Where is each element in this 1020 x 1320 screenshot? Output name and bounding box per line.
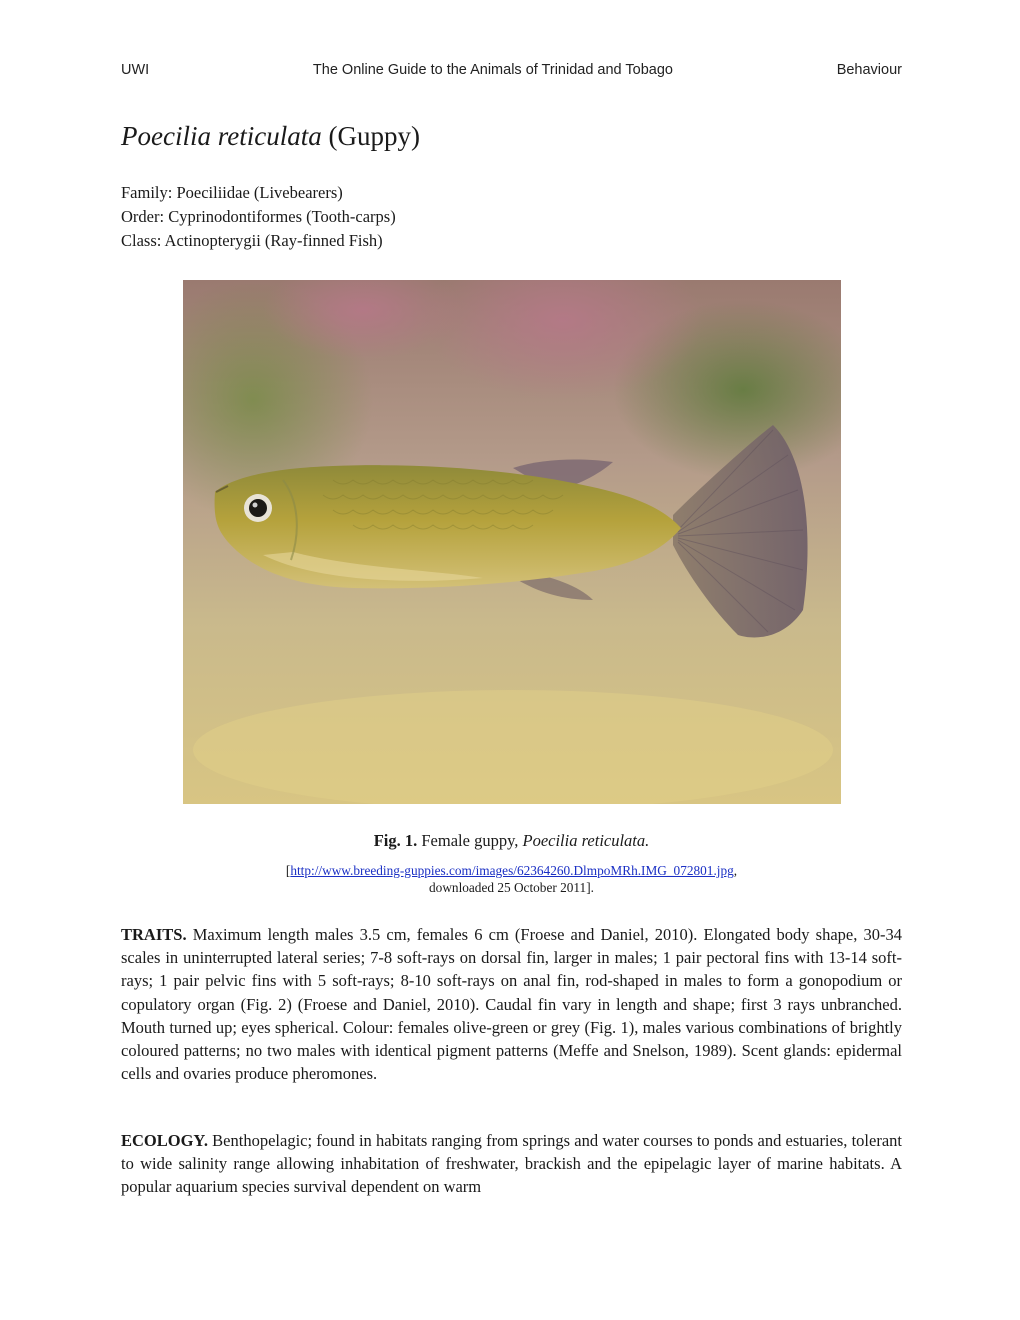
source-comma: ,	[733, 863, 738, 878]
taxonomy-class: Class: Actinopterygii (Ray-finned Fish)	[121, 231, 383, 250]
figure-source	[121, 862, 902, 896]
taxonomy-order: Order: Cyprinodontiformes (Tooth-carps)	[121, 207, 396, 226]
source-downloaded: downloaded 25 October 2011].	[429, 880, 594, 895]
figure-caption	[121, 830, 902, 852]
header-left: UWI	[121, 62, 150, 78]
caption-species: Poecilia reticulata.	[522, 831, 650, 850]
page-header	[121, 62, 902, 78]
page-title	[121, 120, 420, 152]
caption-label: Fig. 1.	[373, 831, 418, 850]
traits-body: Maximum length males 3.5 cm, females 6 cm (Froese and Daniel, 2010). Elongated body shape, 30-34 scales in uninterrupted lateral series; 7-8 soft-rays on dorsal fin, larger in males; 1 pair pectoral fins with 13-14 soft-rays; 1 pair pelvic fins with 5 soft-rays; 8-10 soft-rays on anal fin, rod-shaped in males to form a gonopodium or copulatory organ (Fig. 2) (Froese and Daniel, 2010). Caudal fin vary in length and shape; first 3 rays unbranched. Mouth turned up; eyes spherical. Colour: females olive-green or grey (Fig. 1), males various combinations of brightly coloured patterns; no two males with identical pigment patterns (Meffe and Snelson, 1989). Scent glands: epidermal cells and ovaries produce pheromones.	[121, 925, 902, 1084]
ecology-heading: ECOLOGY.	[121, 1131, 208, 1150]
traits-paragraph	[121, 923, 902, 1085]
header-right: Behaviour	[836, 62, 902, 78]
ecology-paragraph	[121, 1129, 902, 1199]
traits-heading: TRAITS.	[121, 925, 187, 944]
ecology-body: Benthopelagic; found in habitats ranging from springs and water courses to ponds and estuaries, tolerant to wide salinity range allowing inhabitation of freshwater, brackish and the epipelagic layer of marine habitats. A popular aquarium species survival dependent on warm	[121, 1131, 902, 1197]
caption-text: Female guppy,	[417, 831, 523, 850]
taxonomy-block	[121, 181, 396, 253]
common-name: (Guppy)	[328, 121, 420, 151]
source-link[interactable]: http://www.breeding-guppies.com/images/62364260.DlmpoMRh.IMG_072801.jpg	[290, 863, 734, 878]
header-center: The Online Guide to the Animals of Trinidad and Tobago	[312, 62, 673, 78]
source-open-bracket: [	[285, 863, 291, 878]
scientific-name: Poecilia reticulata	[121, 121, 322, 151]
taxonomy-family: Family: Poeciliidae (Livebearers)	[121, 183, 343, 202]
guppy-photo	[183, 280, 841, 804]
